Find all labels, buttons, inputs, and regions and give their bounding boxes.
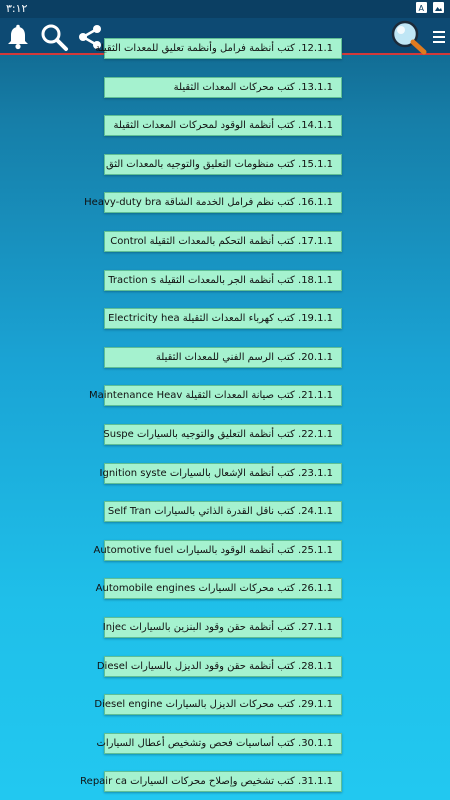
list-item[interactable]: 15.1.1. كتب منظومات التعليق والتوجيه بالمعدات الثق — [104, 154, 342, 175]
list-item[interactable]: 16.1.1. كتب نظم فرامل الخدمة الشاقة Heavy-duty bra — [104, 192, 342, 213]
list-item[interactable]: 30.1.1. كتب أساسيات فحص وتشخيص أعطال السيارات — [104, 733, 342, 754]
list-item[interactable]: 21.1.1. كتب صيانة المعدات الثقيلة Maintenance Heav — [104, 385, 342, 406]
list-item[interactable]: 18.1.1. كتب أنظمة الجر بالمعدات الثقيلة Traction s — [104, 270, 342, 291]
list-item[interactable]: 31.1.1. كتب تشخيص وإصلاح محركات السيارات Repair ca — [104, 771, 342, 792]
list-item[interactable]: 12.1.1. كتب أنظمة فرامل وأنظمة تعليق للمعدات الثقيلة — [104, 38, 342, 59]
status-time: ٣:١٢ — [6, 2, 28, 15]
status-bar — [0, 0, 450, 18]
list-item[interactable]: 19.1.1. كتب كهرباء المعدات الثقيلة Electricity hea — [104, 308, 342, 329]
book-list-inner — [0, 38, 450, 792]
list-item[interactable]: 26.1.1. كتب محركات السيارات Automobile engines — [104, 578, 342, 599]
app-a-icon — [416, 2, 427, 13]
list-item[interactable]: 22.1.1. كتب أنظمة التعليق والتوجيه بالسيارات Suspe — [104, 424, 342, 445]
gallery-icon — [433, 2, 444, 13]
status-icons — [416, 2, 444, 13]
list-item[interactable]: 24.1.1. كتب ناقل القدرة الذاتي بالسيارات Self Tran — [104, 501, 342, 522]
list-item[interactable]: 17.1.1. كتب أنظمة التحكم بالمعدات الثقيلة Control — [104, 231, 342, 252]
list-item[interactable]: 13.1.1. كتب محركات المعدات الثقيلة — [104, 77, 342, 98]
list-item[interactable]: 20.1.1. كتب الرسم الفني للمعدات الثقيلة — [104, 347, 342, 368]
svg-text:A: A — [418, 4, 424, 13]
list-item[interactable]: 29.1.1. كتب محركات الديزل بالسيارات Diesel engine — [104, 694, 342, 715]
list-item[interactable]: 25.1.1. كتب أنظمة الوقود بالسيارات Automotive fuel — [104, 540, 342, 561]
list-item[interactable]: 28.1.1. كتب أنظمة حقن وقود الديزل بالسيارات Diesel — [104, 656, 342, 677]
book-list — [0, 43, 450, 800]
list-item[interactable]: 27.1.1. كتب أنظمة حقن وقود البنزين بالسيارات Injec — [104, 617, 342, 638]
list-item[interactable]: 14.1.1. كتب أنظمة الوقود لمحركات المعدات الثقيلة — [104, 115, 342, 136]
list-item[interactable]: 23.1.1. كتب أنظمة الإشعال بالسيارات Ignition syste — [104, 463, 342, 484]
